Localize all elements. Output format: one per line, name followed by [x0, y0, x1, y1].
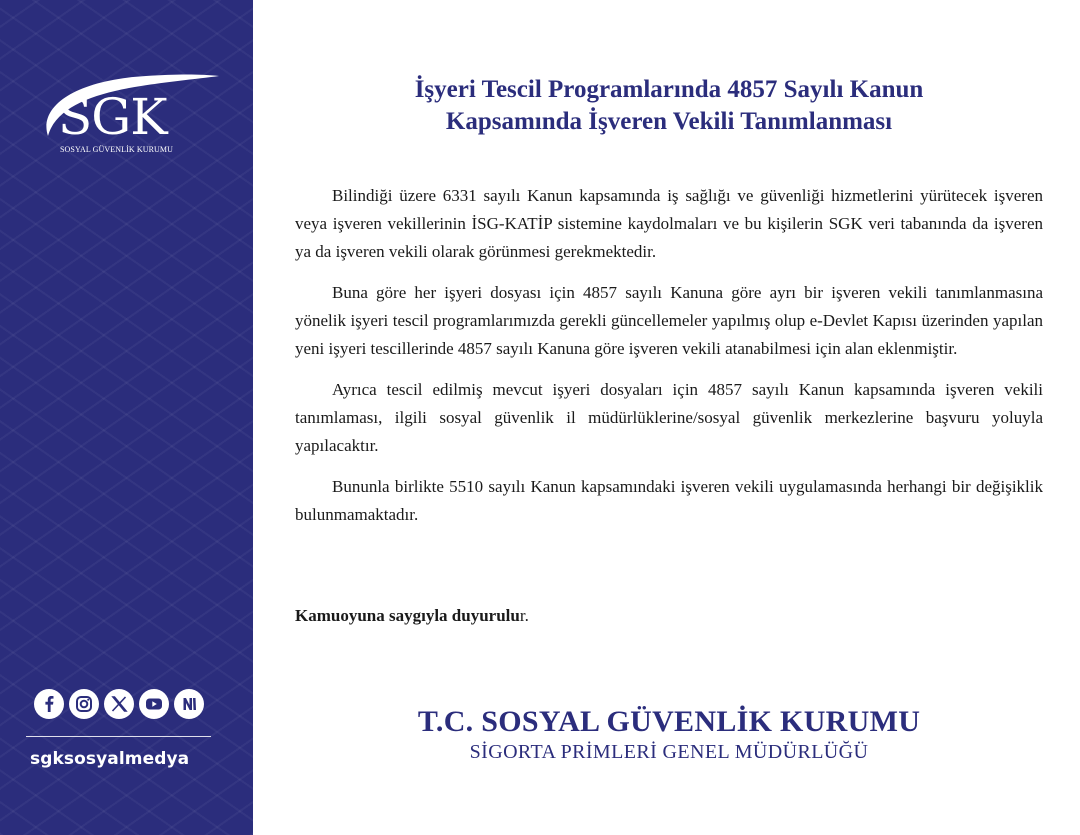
logo-subtitle: SOSYAL GÜVENLİK KURUMU	[60, 145, 174, 154]
organization-subunit: SİGORTA PRİMLERİ GENEL MÜDÜRLÜĞÜ	[469, 741, 869, 763]
organization-name: T.C. SOSYAL GÜVENLİK KURUMU	[417, 705, 921, 738]
body-paragraph: Bilindiği üzere 6331 sayılı Kanun kapsamında iş sağlığı ve güvenliği hizmetlerini yürütecek işveren veya işveren vekillerinin İSG-KATİP sistemine kaydolmaları ve bu kişilerin SGK veri tabanında da işveren ya da işveren vekili olarak görünmesi gerekmektedir.	[295, 186, 1043, 261]
body-paragraph: Ayrıca tescil edilmiş mevcut işyeri dosyaları için 4857 sayılı Kanun kapsamında işveren vekili tanımlaması, ilgili sosyal güvenlik il müdürlüklerine/sosyal güvenlik merkezlerine başvuru yoluyla yapılacaktır.	[295, 380, 1043, 455]
body-paragraph: Buna göre her işyeri dosyası için 4857 sayılı Kanuna göre ayrı bir işveren vekili tanımlanmasına yönelik işyeri tescil programlarımızda gerekli güncellemeler yapılmış olup e-Devlet Kapısı üzerinden yapılan yeni işyeri tescillerinde 4857 sayılı Kanuna göre işveren vekili atanabilmesi için alan eklenmiştir.	[295, 283, 1043, 358]
announcement-title	[295, 74, 1043, 138]
title-line-2: Kapsamında İşveren Vekili Tanımlanması	[445, 108, 893, 135]
sgk-logo	[36, 66, 226, 166]
closing-bold: Kamuoyuna saygıyla duyurulu	[295, 606, 520, 625]
instagram-icon[interactable]	[69, 689, 99, 719]
logo-letters: SGK	[58, 88, 167, 146]
nsosyal-icon[interactable]	[174, 689, 204, 719]
body-paragraph: Bununla birlikte 5510 sayılı Kanun kapsamındaki işveren vekili uygulamasında herhangi bir değişiklik bulunmamaktadır.	[295, 477, 1043, 524]
x-icon[interactable]	[104, 689, 134, 719]
sidebar-panel	[0, 0, 253, 835]
closing-rest: r.	[519, 606, 529, 625]
youtube-icon[interactable]	[139, 689, 169, 719]
social-divider	[26, 736, 211, 737]
title-line-1: İşyeri Tescil Programlarında 4857 Sayılı Kanun	[414, 76, 924, 103]
announcement-body	[295, 182, 1043, 542]
closing-line	[295, 606, 529, 626]
social-handle[interactable]: sgksosyalmedya	[30, 749, 190, 769]
facebook-icon[interactable]	[34, 689, 64, 719]
social-media-row	[34, 689, 204, 719]
